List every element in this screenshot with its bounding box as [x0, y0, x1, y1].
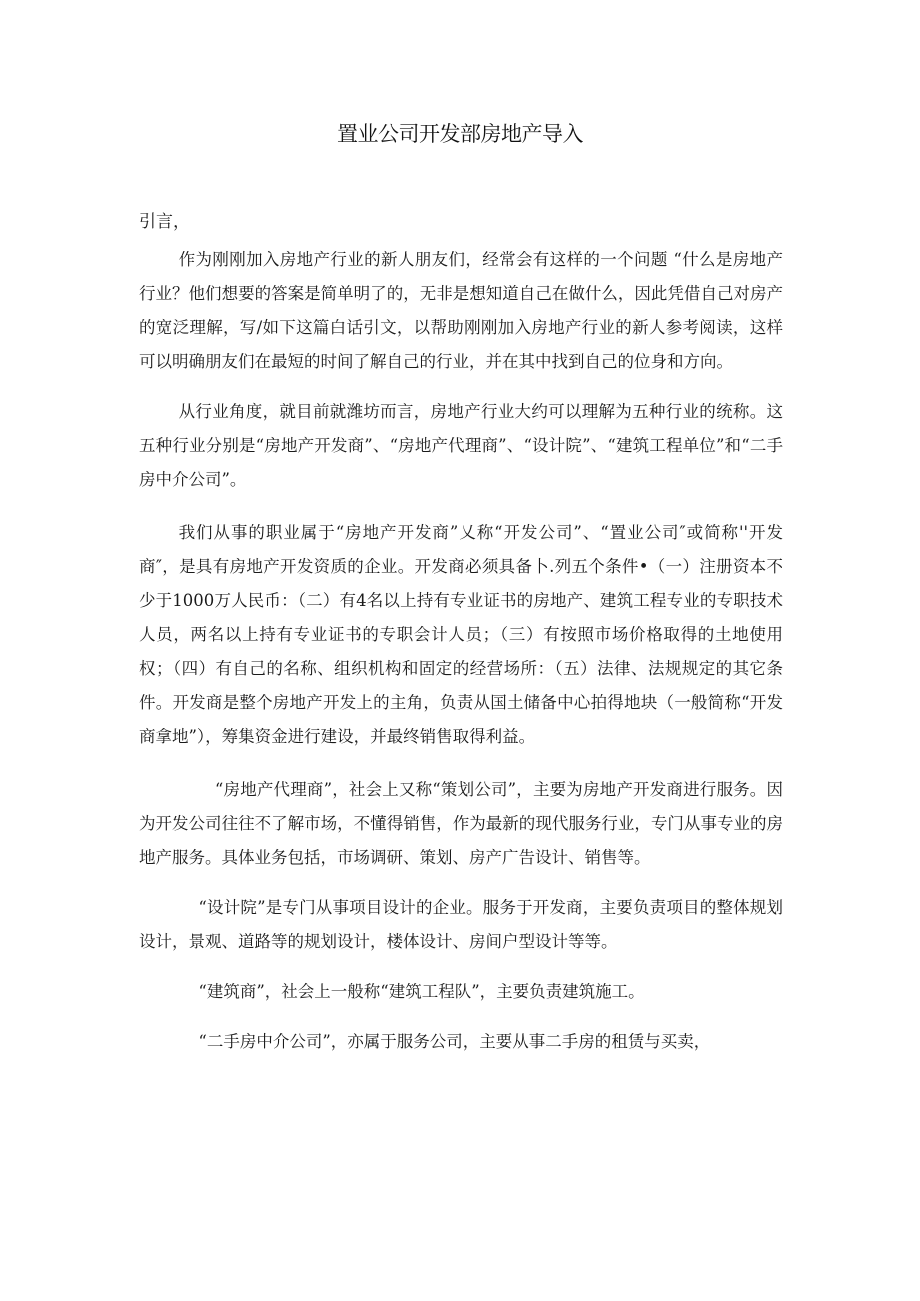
paragraph-design-institute: “设计院”是专门从事项目设计的企业。服务于开发商，主要负责项目的整体规划设计，景观、道路等的规划设计，楼体设计、房间户型设计等等。 — [139, 898, 783, 951]
intro-label: 引言， — [139, 212, 190, 232]
paragraph-second-hand-agency: “二手房中介公司”，亦属于服务公司，主要从事二手房的租赁与买卖， — [198, 1032, 711, 1051]
paragraph-industry-overview: 从行业角度，就目前就潍坊而言，房地产行业大约可以理解为五种行业的统称。这五种行业分别是“房地产开发商”、“房地产代理商”、“设计院”、“建筑工程单位”和“二手房中介公司”。 — [139, 402, 783, 489]
paragraph-introduction: 作为刚刚加入房地产行业的新人朋友们，经常会有这样的一个问题 “什么是房地产行业？他们想要的答案是简单明了的，无非是想知道自己在做什么，因此凭借自己对房产的宽泛理解，写/如下这篇白话引文，以帮助刚刚加入房地产行业的新人参考阅读，这样可以明确朋友们在最短的时间了解自己的行业，并在其中找到自己的位身和方向。 — [139, 250, 783, 371]
document-body — [139, 243, 783, 1059]
paragraph-builder: “建筑商”，社会上一般称“建筑工程队”，主要负责建筑施工。 — [198, 982, 645, 1001]
page-title: 置业公司开发部房地产导入 — [337, 122, 583, 146]
paragraph-developer: 我们从事的职业属于“房地产开发商”乂称“开发公司”、“置业公司″或简称''开发商″，是具有房地产开发资质的企业。开发商必须具备卜.列五个条件•（一）注册资本不少于1000万人民币：（二）有4名以上持有专业证书的房地产、建筑工程专业的专职技术人员，两名以上持有专业证书的专职会计人员；（三）有按照市场价格取得的土地使用权；（四）有自己的名称、组织机构和固定的经营场所：（五）法律、法规规定的其它条件。开发商是整个房地产开发上的主角，负责从国土储备中心拍得地块（一般简称“开发商拿地”），筹集资金进行建设，并最终销售取得利益。 — [139, 523, 783, 746]
paragraph-agent: “房地产代理商”，社会上又称“策划公司”，主要为房地产开发商进行服务。因为开发公司往往不了解市场，不懂得销售，作为最新的现代服务行业，专门从事专业的房地产服务。具体业务包括，市场调研、策划、房产广告设计、销售等。 — [139, 780, 783, 867]
